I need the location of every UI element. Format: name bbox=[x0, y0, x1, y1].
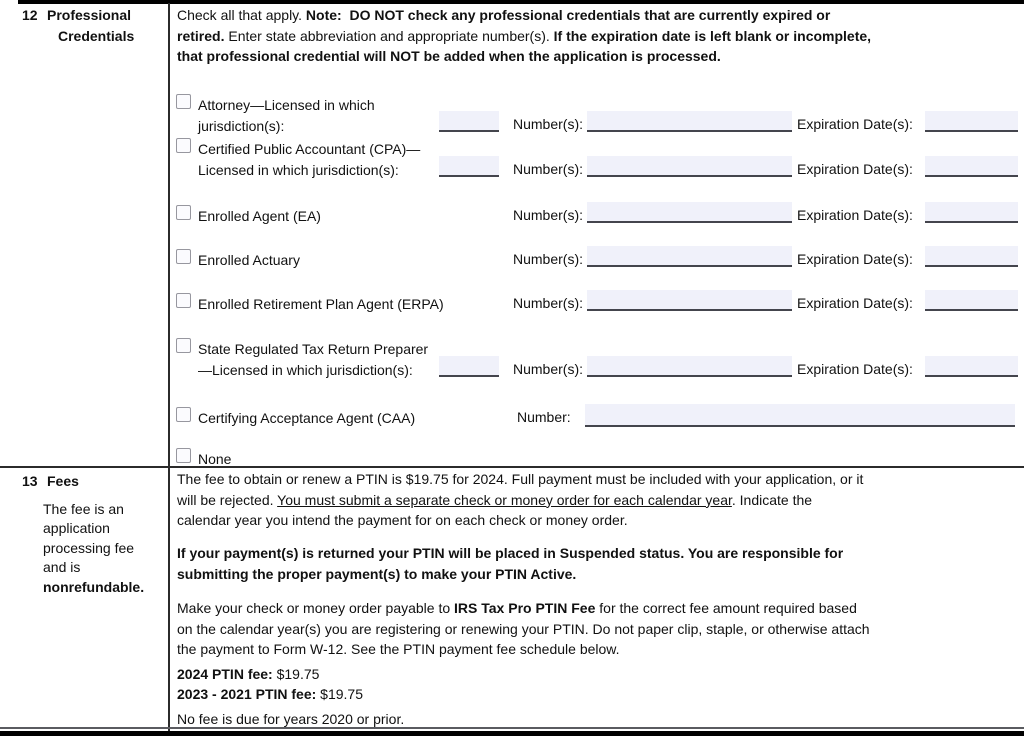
erpa-expiration-label: Expiration Date(s): bbox=[797, 295, 913, 311]
cpa-jurisdiction-field[interactable] bbox=[439, 156, 499, 177]
caa-number-field[interactable] bbox=[585, 404, 1015, 427]
bottom-border-rule bbox=[0, 731, 1024, 736]
fee-schedule bbox=[177, 664, 1022, 704]
section12-number: 12 bbox=[22, 7, 38, 23]
state-regulated-label-line1: State Regulated Tax Return Preparer bbox=[198, 341, 429, 357]
fee-schedule-line: 2024 PTIN fee: $19.75 bbox=[177, 666, 320, 682]
attorney-expiration-label: Expiration Date(s): bbox=[797, 116, 913, 132]
side-note-line: The fee is an bbox=[43, 501, 124, 517]
state-regulated-label-line2: —Licensed in which jurisdiction(s): bbox=[198, 362, 413, 378]
section12-title-line2: Credentials bbox=[58, 28, 135, 44]
attorney-jurisdiction-field[interactable] bbox=[439, 111, 499, 132]
erpa-numbers-field[interactable] bbox=[587, 290, 792, 311]
column-divider-rule bbox=[168, 3, 170, 732]
ea-numbers-label: Number(s): bbox=[513, 207, 584, 223]
instructions-line: retired. Enter state abbreviation and appropriate number(s). If the expiration date is left blank or incomplete, bbox=[177, 27, 872, 44]
state-regulated-expiration-label: Expiration Date(s): bbox=[797, 361, 913, 377]
cpa-label-line2: Licensed in which jurisdiction(s): bbox=[198, 162, 399, 178]
caa-number-label: Number: bbox=[517, 409, 571, 425]
section12-title-line1: Professional bbox=[47, 7, 132, 23]
cpa-numbers-field[interactable] bbox=[587, 156, 792, 177]
state-regulated-label bbox=[198, 339, 428, 381]
ea-expiration-field[interactable] bbox=[925, 202, 1018, 223]
cpa-numbers-label: Number(s): bbox=[513, 161, 584, 177]
fees-paragraph-5 bbox=[177, 709, 1022, 730]
paragraph-line: The fee to obtain or renew a PTIN is $19.75 for 2024. Full payment must be included with your application, or it bbox=[177, 471, 864, 487]
actuary-expiration-field[interactable] bbox=[925, 246, 1018, 267]
section13-title: Fees bbox=[47, 473, 79, 489]
actuary-numbers-label: Number(s): bbox=[513, 251, 584, 267]
erpa-numbers-label: Number(s): bbox=[513, 295, 584, 311]
actuary-label: Enrolled Actuary bbox=[198, 252, 300, 268]
fees-paragraph-2 bbox=[177, 543, 1022, 584]
caa-checkbox[interactable] bbox=[176, 407, 191, 422]
erpa-expiration-field[interactable] bbox=[925, 290, 1018, 311]
instructions-line: that professional credential will NOT be added when the application is processed. bbox=[177, 48, 721, 64]
side-note-line: processing fee bbox=[43, 539, 135, 556]
attorney-numbers-label: Number(s): bbox=[513, 116, 584, 132]
state-regulated-checkbox[interactable] bbox=[176, 338, 191, 353]
fees-paragraph-1 bbox=[177, 469, 1022, 531]
ea-expiration-label: Expiration Date(s): bbox=[797, 207, 913, 223]
attorney-label bbox=[198, 95, 375, 137]
paragraph-line: will be rejected. You must submit a separate check or money order for each calendar year. Indicate the bbox=[177, 491, 813, 508]
paragraph-line: calendar year you intend the payment for on each check or money order. bbox=[177, 512, 628, 528]
paragraph-line: No fee is due for years 2020 or prior. bbox=[177, 711, 405, 727]
attorney-checkbox[interactable] bbox=[176, 94, 191, 109]
none-label: None bbox=[198, 451, 232, 467]
paragraph-line: If your payment(s) is returned your PTIN will be placed in Suspended status. You are responsible for bbox=[177, 545, 844, 561]
attorney-expiration-field[interactable] bbox=[925, 111, 1018, 132]
cpa-expiration-field[interactable] bbox=[925, 156, 1018, 177]
cpa-checkbox[interactable] bbox=[176, 138, 191, 153]
section12-instructions bbox=[177, 5, 1022, 67]
cpa-label-line1: Certified Public Accountant (CPA)— bbox=[198, 141, 421, 157]
instructions-line: Check all that apply. Note: DO NOT check any professional credentials that are currently expired or bbox=[177, 7, 831, 23]
section13-number: 13 bbox=[22, 473, 38, 489]
erpa-checkbox[interactable] bbox=[176, 293, 191, 308]
caa-label: Certifying Acceptance Agent (CAA) bbox=[198, 410, 416, 426]
ea-checkbox[interactable] bbox=[176, 205, 191, 220]
state-regulated-jurisdiction-field[interactable] bbox=[439, 356, 499, 377]
state-regulated-numbers-label: Number(s): bbox=[513, 361, 584, 377]
ea-label: Enrolled Agent (EA) bbox=[198, 208, 321, 224]
fees-paragraph-3 bbox=[177, 598, 1022, 660]
side-note-line: application bbox=[43, 520, 110, 537]
paragraph-line: on the calendar year(s) you are registering or renewing your PTIN. Do not paper clip, staple, or otherwise attach bbox=[177, 620, 870, 637]
section-divider-rule bbox=[0, 466, 1024, 468]
paragraph-line: submitting the proper payment(s) to make your PTIN Active. bbox=[177, 565, 577, 582]
actuary-numbers-field[interactable] bbox=[587, 246, 792, 267]
attorney-label-line2: jurisdiction(s): bbox=[198, 118, 285, 134]
side-note-line: and is bbox=[43, 559, 81, 576]
side-note-line: nonrefundable. bbox=[43, 578, 145, 595]
ea-numbers-field[interactable] bbox=[587, 202, 792, 223]
paragraph-line: Make your check or money order payable to IRS Tax Pro PTIN Fee for the correct fee amount required based bbox=[177, 600, 857, 616]
cpa-label bbox=[198, 139, 420, 181]
attorney-numbers-field[interactable] bbox=[587, 111, 792, 132]
cpa-expiration-label: Expiration Date(s): bbox=[797, 161, 913, 177]
section13-side-note bbox=[43, 500, 173, 597]
actuary-expiration-label: Expiration Date(s): bbox=[797, 251, 913, 267]
fee-schedule-line: 2023 - 2021 PTIN fee: $19.75 bbox=[177, 686, 364, 702]
none-checkbox[interactable] bbox=[176, 448, 191, 463]
attorney-label-line1: Attorney—Licensed in which bbox=[198, 97, 375, 113]
erpa-label: Enrolled Retirement Plan Agent (ERPA) bbox=[198, 296, 444, 312]
state-regulated-expiration-field[interactable] bbox=[925, 356, 1018, 377]
paragraph-line: the payment to Form W-12. See the PTIN payment fee schedule below. bbox=[177, 641, 620, 657]
actuary-checkbox[interactable] bbox=[176, 249, 191, 264]
state-regulated-numbers-field[interactable] bbox=[587, 356, 792, 377]
